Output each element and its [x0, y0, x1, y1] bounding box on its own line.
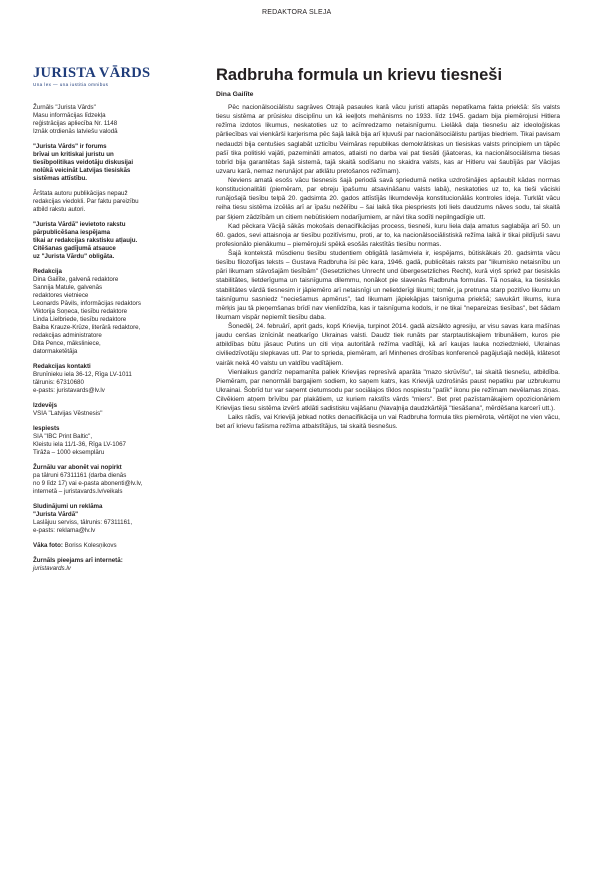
contacts-heading: Redakcijas kontakti: [33, 363, 91, 370]
text-line: brīvai un kritiskai juristu un: [33, 151, 114, 158]
article: [216, 66, 560, 432]
editorial-heading: Redakcija: [33, 268, 62, 275]
article-paragraph: Pēc nacionālsociālistu sagrāves Otrajā pasaules karā vācu juristi attapās nepatīkama fakta priekšā: šīs valsts tiesu sistēma ar prūsisku disciplīnu un kā ieeļļots mehānisms no 1933. līdz 1945. gadam bija piemērojusi Hitlera režīma izdotos likumus, neskatoties uz to acīmredzamo netaisnīgumu. Lielākā daļa tiesnešu aiz ideoloģiskas pārliecības vai vienkārši karjerisma pēc šajā laikā bija arī kļuvuši par nacionālsociālistu partijas biedriem. Tikai pavisam nedaudzi bija centušies saglabāt uzticību Veimāras republikas demokrātiskas un tiesiskas valsts principiem un tāpēc pašī tika politiski vajāti, pazemināti amatos, atlaisti no darba vai pat tiesāti (jāatceras, ka nacionālsociālisma tiesas tobrīd bija garantētas šajā sistemā, tajā skaitā sodīšanu no skaidra valsts, kas ar Hitleru vai šaubījās par Vācijas uzvaru karā, nemaz nerunājot par atklātu pretošanos režīmam).: [216, 104, 560, 175]
text-line: Sannija Matule, galvenās: [33, 284, 103, 291]
article-paragraph: Vienlaikus gandrīz nepamanīta paliek Krievijas represīvā aparāta "mazo skrūvīšu", tai skaitā tiesnešu, atbildība. Piemēram, par nenormāli bargajiem sodiem, ko saņem katrs, kas Krievijā uzdrošinās paust nepatiku par uzbrukumu Ukrainai. Šobrīd tur var saņemt cietumsodu par sociālajos tīklos nospiestu "patīk" ikonu pie režīmam nevēlamas ziņas. Cilvēkiem atņem brīvību par plakātiem, uz kuriem rakstīts vārds "miers". Bet pret pazīstamākajiem opozicionāriem Krievijas tiesu sistēma izvērš atklāti sadistisku vajāšanu (Navaļnija daudzkārtējā "tiesāšana", mērdēšana karcerī utt.).: [216, 368, 560, 413]
article-paragraph: Kad pēckara Vācijā sākās mokošais denacifikācijas process, tiesneši, kuru liela daļa amatus saglabāja arī 50. un 60. gados, sevi attaisnoja ar tiesību pozitīvismu, proti, ar to, ka nacionālsociālistiskā režīma laikā ir tikai pildījuši savu profesionālo pienākumu – piemērojuši spēkā esošās rakstītās tiesību normas.: [216, 222, 560, 248]
text-line: Kleistu iela 11/1-36, Rīga LV-1067: [33, 441, 126, 448]
online-link[interactable]: juristavards.lv: [33, 565, 71, 572]
text-line: redakcijas viedokli. Par faktu pareizību: [33, 198, 139, 205]
text-line: sistēmas attīstību.: [33, 175, 87, 182]
logo-tagline: Una lex — una iustitia omnibus: [33, 82, 109, 87]
article-title: Radbruha formula un krievu tiesneši: [216, 66, 503, 84]
text-line: pa tālruni 67311161 (darba dienās: [33, 472, 127, 479]
text-line: Iznāk otrdienās latviešu valodā: [33, 128, 118, 135]
text-line: Žurnāls "Jurista Vārds": [33, 104, 96, 111]
text-line: "Jurista Vārds" ir forums: [33, 143, 107, 150]
text-line: datormaketētāja: [33, 348, 78, 355]
publisher-value: [33, 410, 166, 418]
online-heading: Žurnāls pieejams arī internetā:: [33, 557, 123, 564]
article-author: Dina Gailīte: [216, 91, 254, 98]
section-label: REDAKTORA SLEJA: [262, 9, 332, 16]
text-line: Linda Lielbriede, tiesību redaktore: [33, 316, 127, 323]
text-line: Leonards Pāvils, informācijas redaktors: [33, 300, 141, 307]
publisher-heading: Izdevējs: [33, 402, 58, 409]
text-line: no 9 līdz 17) vai e-pasta abonenti@lv.lv,: [33, 480, 143, 487]
text-line: reģistrācijas apliecība Nr. 1148: [33, 120, 118, 127]
text-line: Dina Gailīte, galvenā redaktore: [33, 276, 119, 283]
text-line: Brunīnieku iela 36-12, Rīga LV-1011: [33, 371, 132, 378]
subscribe-info: [33, 472, 166, 496]
text-line: tiesībpolitikas veidotāju diskusijai: [33, 159, 134, 166]
photo-credit-value: Boriss Kolesņikovs: [64, 542, 117, 549]
text-line: tālrunis: 67310680: [33, 379, 84, 386]
ads-heading-2: "Jurista Vārdā": [33, 511, 79, 518]
text-line: "Jurista Vārdā" ievietoto rakstu: [33, 221, 126, 228]
text-line: internetā – juristavards.lv/veikals: [33, 488, 123, 495]
text-line: e-pasts: juristavards@lv.lv: [33, 387, 105, 394]
subscribe-heading: Žurnālu var abonēt vai nopirkt: [33, 464, 122, 471]
editorial-staff-list: [33, 276, 166, 356]
text-line: Citēšanas gadījumā atsauce: [33, 245, 116, 252]
text-line: atbild rakstu autori.: [33, 206, 86, 213]
masthead-sidebar: [33, 66, 166, 573]
text-line: redakcijas administratore: [33, 332, 102, 339]
article-paragraph: Šajā kontekstā mūsdienu tiesību studentiem obligātā lasāmviela ir, iespējams, būtiskākais 20. gadsimta vācu tiesību filozofijas teksts – Gustava Radbruha īsi pēc kara, 1946. gadā, publicētais raksts par "likumisko netaisnību un pāri likumam stāvošajām tiesībām" (Gesetzliches Unrecht und übergesetzliches Recht), kurā viņš spriež par tiesiskās stabilitātes, lietderīguma un taisnīguma dilemmu, nonākot pie slavenās Radbruha formulas. Tā nosaka, ka tiesiskās stabilitātes vārdā tiesnesim ir jāpiemēro arī netaisnīgi un nelietderīgi likumi; tomēr, ja pretruna starp pozitīvo likumu un taisnīgumu sasniedz "neciešamus apmērus", tad likumam jāpiekāpjas taisnīguma priekšā; savukārt likums, kura mērķis jau tā pieņemšanas brīdī nav vienlīdzība, kas ir taisnīguma kodols, ir ne tikai "nepareizas tiesības", bet šādam likumam vispār nepiemīt tiesību daba.: [216, 250, 560, 321]
text-line: Laslājuu serviss, tālrunis: 67311161,: [33, 519, 133, 526]
copyright-notice: [33, 221, 166, 261]
text-line: nolūkā veicināt Latvijas tiesiskās: [33, 167, 131, 174]
text-line: Baiba Krauze-Krūze, literārā redaktore,: [33, 324, 141, 331]
photo-credit-label: Vāka foto:: [33, 542, 63, 549]
ads-info: [33, 519, 166, 535]
text-line: Dita Pence, māksliniece,: [33, 340, 101, 347]
text-line: redaktores vietniece: [33, 292, 89, 299]
logo: JURISTA VĀRDS: [33, 65, 151, 81]
contacts-list: [33, 371, 166, 395]
text-line: Masu informācijas līdzekļa: [33, 112, 106, 119]
forum-statement: [33, 143, 166, 183]
text-line: Ārštata autoru publikācijas nepauž: [33, 190, 128, 197]
printer-heading: Iespiests: [33, 425, 60, 432]
article-paragraph: Laiks rādīs, vai Krievijā jebkad notiks denacifikācija un vai Radbruha formula tiks piemērota, vērtējot ne vien vācu, bet arī krievu fašisma režīma atbalstītājus, tai skaitā tiesnešus.: [216, 414, 560, 431]
text-line: pārpublicēšana iespējama: [33, 229, 111, 236]
text-line: SIA "IBC Print Baltic",: [33, 433, 93, 440]
text-line: uz "Jurista Vārdu" obligāta.: [33, 253, 115, 260]
article-paragraph: Šonedēļ, 24. februārī, aprit gads, kopš Krievija, turpinot 2014. gadā aizsākto agresiju, ar visu savas kara mašīnas jaudu cenšas iznīcināt neatkarīgo Ukrainas valsti. Daudz tiek runāts par starptautiskajiem tribunāliem, kuros pie atbildības būtu jāsauc Putins un citi viņa autoritārā režīma vadītāji, kā arī kaujas lauka noziedznieki, Ukrainas civiliedzīvotāju slepkavas utt. Par to sprieda, piemēram, arī Minhenes drošības konferencē pagājušajā nedēļā, klātesot vairāk nekā 40 valstu un valdību vadītājiem.: [216, 323, 560, 367]
ads-heading: Sludinājumi un reklāma: [33, 503, 103, 510]
text-line: Tirāža – 1000 eksemplāru: [33, 449, 105, 456]
text-line: VSIA "Latvijas Vēstnesis": [33, 410, 103, 417]
article-body: [216, 103, 560, 432]
text-line: e-pasts: reklama@lv.lv: [33, 527, 96, 534]
text-line: tikai ar redakcijas rakstisku atļauju.: [33, 237, 138, 244]
article-paragraph: Neviens amatā esošs vācu tiesnesis šajā periodā savā spriedumā netika uzdrošinājies apšaubīt kādas normas konstitucionalitāti (piemēram, par ebreju īpašumu atsavināšanu valsts labā), neskatoties uz to, ka tieši vāciski runājošajā tiesību telpā 20. gadsimta 20. gados attīstījās likumdevēja konstitucionālās kontroles ideja. Turklāt vācu reiha tiesu sistēma izcēlās arī ar īpašu nežēlību – šai laikā tika piespriests ļoti liels daudzums nāves sodu, tai skaitā par šķiem zādzībām un citiem nebūtiskiem nodarījumiem, ar nāvi tika sodīti nepilngadīgie utt.: [216, 177, 560, 221]
text-line: Viktorija Soņeca, tiesību redaktore: [33, 308, 128, 315]
printer-info: [33, 433, 166, 457]
opinion-disclaimer: [33, 190, 166, 214]
registration-info: [33, 104, 166, 136]
